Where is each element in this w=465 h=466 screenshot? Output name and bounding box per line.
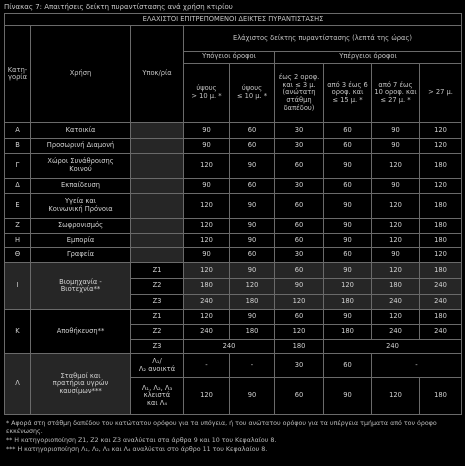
use-cell: Προσωρινή Διαμονή — [31, 139, 131, 154]
header-above-c1: έως 2 οροφ. και ≤ 3 μ. (ανώτατη στάθμη δαπέδου) — [275, 63, 324, 123]
value-above-c4: 120 — [420, 248, 462, 263]
value-above-c4: 180 — [420, 263, 462, 279]
header-under-gt10: ύψους > 10 μ. * — [184, 63, 230, 123]
footnotes — [6, 420, 458, 454]
use-cell: Βιομηχανία - Βιοτεχνία** — [31, 263, 131, 310]
category-cell: Δ — [5, 179, 31, 194]
value-above-c4: 180 — [420, 310, 462, 325]
value-under-gt10: 120 — [184, 310, 230, 325]
table-row — [5, 233, 462, 248]
value-above-c2: 90 — [324, 219, 372, 234]
value-above-c4: 240 — [420, 294, 462, 310]
value-under-gt10: 120 — [184, 193, 230, 219]
value-above-c1: 180 — [275, 339, 324, 354]
value-above-c1: 60 — [275, 378, 324, 415]
use-cell: Εκπαίδευση — [31, 179, 131, 194]
table-row — [5, 219, 462, 234]
subcategory-cell — [131, 139, 184, 154]
value-above-c3: 240 — [372, 294, 420, 310]
subcategory-cell — [131, 179, 184, 194]
value-above-c3: 180 — [372, 278, 420, 294]
value-above-c3-c4-merged: - — [372, 354, 462, 378]
category-cell: Η — [5, 233, 31, 248]
value-under-le10: 60 — [230, 179, 275, 194]
category-cell: Ζ — [5, 219, 31, 234]
value-above-c1: 30 — [275, 179, 324, 194]
table-body — [5, 14, 462, 415]
value-above-c2: 60 — [324, 248, 372, 263]
value-above-c2: 90 — [324, 193, 372, 219]
subcategory-cell: Λ₁, Λ₂, Λ₃ κλειστά και Λ₄ — [131, 378, 184, 415]
subcategory-cell: Ζ2 — [131, 325, 184, 340]
header-under-le10: ύψους ≤ 10 μ. * — [230, 63, 275, 123]
value-above-c2: 90 — [324, 153, 372, 179]
table-row — [5, 310, 462, 325]
value-above-c4: 180 — [420, 233, 462, 248]
header-above-c4: > 27 μ. — [420, 63, 462, 123]
use-cell: Γραφεία — [31, 248, 131, 263]
table-row — [5, 179, 462, 194]
value-above-c2: 60 — [324, 123, 372, 139]
value-above-c1: 30 — [275, 123, 324, 139]
footnote-1: * Αφορά στη στάθμη δαπέδου του κατώτατου ορόφου για τα υπόγεια, ή του ανώτατου ορόφου για τα υπέργεια τμήματα από τον όροφο εκκένωσης. — [6, 420, 437, 435]
value-under-le10: 180 — [230, 294, 275, 310]
value-above-c1: 60 — [275, 233, 324, 248]
table-row — [5, 354, 462, 378]
table-row — [5, 263, 462, 279]
value-above-c4: 180 — [420, 378, 462, 415]
header-subcategory: Υποκ/ρία — [131, 26, 184, 123]
value-underground-merged: 240 — [184, 339, 275, 354]
use-cell: Χώροι Συνάθροισης Κοινού — [31, 153, 131, 179]
value-above-c4: 180 — [420, 193, 462, 219]
value-under-le10: 60 — [230, 123, 275, 139]
use-cell: Σωφρονισμός — [31, 219, 131, 234]
value-above-c2: 90 — [324, 378, 372, 415]
value-above-c4: 180 — [420, 219, 462, 234]
table-row — [5, 123, 462, 139]
value-above-c4: 120 — [420, 139, 462, 154]
category-cell: Κ — [5, 310, 31, 354]
value-under-gt10: 90 — [184, 139, 230, 154]
value-above-c4: 120 — [420, 179, 462, 194]
value-above-c4: 180 — [420, 153, 462, 179]
value-under-le10: - — [230, 354, 275, 378]
subcategory-cell — [131, 193, 184, 219]
value-under-le10: 90 — [230, 153, 275, 179]
value-under-le10: 60 — [230, 248, 275, 263]
value-under-gt10: 180 — [184, 278, 230, 294]
value-above-c1: 30 — [275, 248, 324, 263]
value-under-le10: 90 — [230, 219, 275, 234]
value-above-c3: 90 — [372, 248, 420, 263]
value-under-le10: 60 — [230, 139, 275, 154]
value-under-le10: 90 — [230, 263, 275, 279]
value-above-c3: 90 — [372, 179, 420, 194]
value-above-c3: 120 — [372, 219, 420, 234]
header-use: Χρήση — [31, 26, 131, 123]
use-cell: Υγεία και Κοινωνική Πρόνοια — [31, 193, 131, 219]
value-above-c1: 30 — [275, 354, 324, 378]
value-above-c4: 120 — [420, 123, 462, 139]
value-under-gt10: 90 — [184, 248, 230, 263]
value-under-le10: 120 — [230, 278, 275, 294]
value-above-c1: 120 — [275, 325, 324, 340]
subcategory-cell: Ζ1 — [131, 310, 184, 325]
value-under-gt10: - — [184, 354, 230, 378]
value-under-le10: 90 — [230, 193, 275, 219]
use-cell: Εμπορία — [31, 233, 131, 248]
use-cell: Αποθήκευση** — [31, 310, 131, 354]
value-under-le10: 180 — [230, 325, 275, 340]
category-cell: Θ — [5, 248, 31, 263]
header-aboveground: Υπέργειοι όροφοι — [275, 51, 462, 63]
value-under-gt10: 120 — [184, 378, 230, 415]
table-caption: Πίνακας 7: Απαιτήσεις δείκτη πυραντίστασης ανά χρήση κτιρίου — [4, 3, 233, 11]
value-above-c3: 120 — [372, 193, 420, 219]
value-under-gt10: 240 — [184, 294, 230, 310]
value-above-c1: 60 — [275, 263, 324, 279]
value-above-c3: 120 — [372, 378, 420, 415]
value-above-c2: 180 — [324, 294, 372, 310]
category-cell: Α — [5, 123, 31, 139]
fire-resistance-table — [4, 13, 462, 415]
subcategory-cell — [131, 153, 184, 179]
table-row — [5, 248, 462, 263]
value-above-c1: 30 — [275, 139, 324, 154]
subcategory-cell: Ζ1 — [131, 263, 184, 279]
category-cell: Β — [5, 139, 31, 154]
value-above-c2: 60 — [324, 139, 372, 154]
value-above-c1: 120 — [275, 294, 324, 310]
footnote-2: ** Η κατηγοριοποίηση Ζ1, Ζ2 και Ζ3 αναλύεται στα άρθρα 9 και 10 του Κεφαλαίου 8. — [6, 436, 277, 444]
use-cell: Κατοικία — [31, 123, 131, 139]
header-category: Κατη- γορία — [5, 26, 31, 123]
subcategory-cell — [131, 219, 184, 234]
value-under-gt10: 90 — [184, 123, 230, 139]
header-above-c2: από 3 έως 6 οροφ. και ≤ 15 μ. * — [324, 63, 372, 123]
value-above-c1: 90 — [275, 278, 324, 294]
category-cell: Ε — [5, 193, 31, 219]
value-above-c2: 90 — [324, 233, 372, 248]
table-row — [5, 153, 462, 179]
value-under-gt10: 240 — [184, 325, 230, 340]
subcategory-cell — [131, 233, 184, 248]
subcategory-cell: Ζ3 — [131, 339, 184, 354]
value-above-c3: 90 — [372, 139, 420, 154]
value-above-c2: 90 — [324, 310, 372, 325]
value-under-gt10: 120 — [184, 263, 230, 279]
category-cell: Λ — [5, 354, 31, 415]
value-above-c1: 60 — [275, 310, 324, 325]
value-above-c2-c4-merged: 240 — [324, 339, 462, 354]
value-above-c3: 120 — [372, 263, 420, 279]
value-under-le10: 90 — [230, 310, 275, 325]
subcategory-cell — [131, 123, 184, 139]
category-cell: Ι — [5, 263, 31, 310]
header-min-index: Ελάχιστος δείκτης πυραντίστασης (λεπτά της ώρας) — [184, 26, 462, 52]
value-under-gt10: 90 — [184, 179, 230, 194]
subcategory-cell — [131, 248, 184, 263]
value-above-c2: 90 — [324, 263, 372, 279]
value-above-c1: 60 — [275, 153, 324, 179]
value-above-c2: 180 — [324, 325, 372, 340]
value-above-c3: 240 — [372, 325, 420, 340]
value-under-gt10: 120 — [184, 233, 230, 248]
footnote-3: *** Η κατηγοριοποίηση Λ₁, Λ₂, Λ₃ και Λ₄ αναλύεται στο άρθρο 11 του Κεφαλαίου 8. — [6, 445, 268, 453]
value-above-c4: 240 — [420, 325, 462, 340]
value-above-c1: 60 — [275, 219, 324, 234]
value-above-c4: 240 — [420, 278, 462, 294]
value-above-c1: 60 — [275, 193, 324, 219]
use-cell: Σταθμοί και πρατήρια υγρών καυσίμων*** — [31, 354, 131, 415]
subcategory-cell: Ζ3 — [131, 294, 184, 310]
table-row — [5, 193, 462, 219]
table-row — [5, 139, 462, 154]
header-above-c3: από 7 έως 10 οροφ. και ≤ 27 μ. * — [372, 63, 420, 123]
value-above-c3: 120 — [372, 233, 420, 248]
header-underground: Υπόγειοι όροφοι — [184, 51, 275, 63]
value-above-c3: 120 — [372, 310, 420, 325]
value-under-le10: 90 — [230, 378, 275, 415]
subcategory-cell: Ζ2 — [131, 278, 184, 294]
value-above-c2: 120 — [324, 278, 372, 294]
value-above-c3: 90 — [372, 123, 420, 139]
category-cell: Γ — [5, 153, 31, 179]
value-above-c2: 60 — [324, 179, 372, 194]
subcategory-cell: Λ₁/ Λ₂ ανοικτά — [131, 354, 184, 378]
value-under-gt10: 120 — [184, 219, 230, 234]
value-under-gt10: 120 — [184, 153, 230, 179]
value-above-c2: 60 — [324, 354, 372, 378]
value-above-c3: 120 — [372, 153, 420, 179]
table-title: ΕΛΑΧΙΣΤΟΙ ΕΠΙΤΡΕΠΟΜΕΝΟΙ ΔΕΙΚΤΕΣ ΠΥΡΑΝΤΙΣΤΑΣΗΣ — [5, 14, 462, 26]
value-under-le10: 90 — [230, 233, 275, 248]
